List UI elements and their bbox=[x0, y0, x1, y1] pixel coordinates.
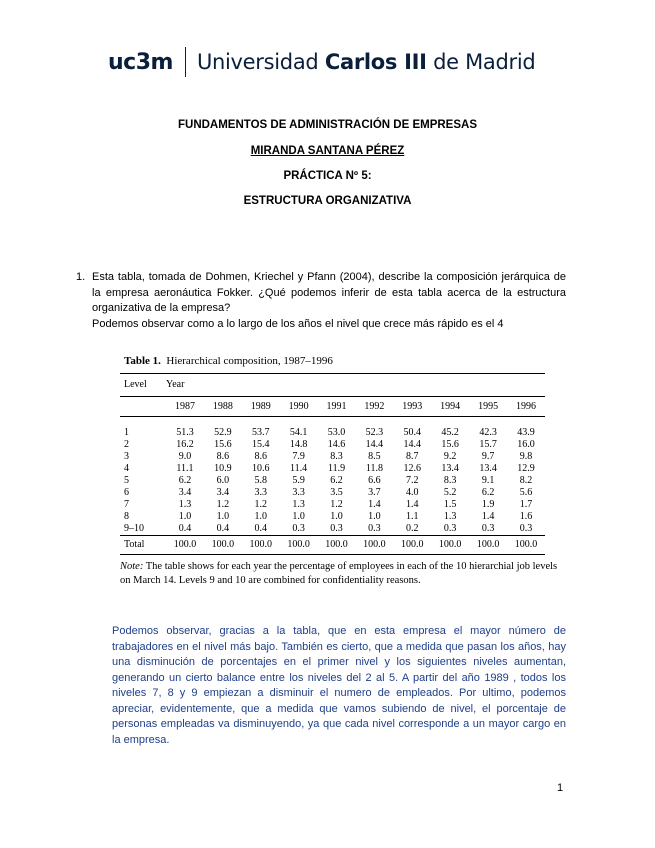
question-short-answer: Podemos observar como a lo largo de los años el nivel que crece más rápido es el 4 bbox=[92, 317, 504, 330]
year-column-header: Year bbox=[166, 374, 545, 397]
percentage-cell: 6.2 bbox=[481, 487, 495, 498]
table-row bbox=[120, 511, 545, 523]
total-cell: 100.0 bbox=[242, 536, 280, 555]
percentage-cell: 0.2 bbox=[406, 523, 419, 534]
percentage-cell: 15.6 bbox=[214, 439, 232, 450]
percentage-cell: 9.2 bbox=[443, 451, 457, 462]
percentage-cell: 6.2 bbox=[178, 475, 192, 486]
percentage-cell: 10.9 bbox=[214, 463, 232, 474]
note-label: Note: bbox=[120, 561, 144, 572]
table-note bbox=[120, 560, 564, 588]
percentage-cell: 53.7 bbox=[251, 427, 270, 438]
percentage-cell: 1.7 bbox=[519, 499, 533, 510]
percentage-cell: 0.3 bbox=[519, 523, 533, 534]
analysis-paragraph: Podemos observar, gracias a la tabla, que en esta empresa el mayor número de trabajadores en el nivel más bajo. También es cierto, que a medida que pasan los años, hay una disminución de porcentajes en el primer nivel y los siguientes niveles aumentan, generando un cierto balance entre los niveles del 2 al 5. A partir del año 1989 , todos los niveles 7, 8 y 9 empiezan a disminuir el numero de empleados. Por ultimo, podemos apreciar, evidentemente, que a medida que vamos subiendo de nivel, el porcentaje de personas empleadas va disminuyendo, ya que cada nivel corresponde a un mayor cargo en la empresa. bbox=[112, 625, 566, 746]
percentage-cell: 14.6 bbox=[327, 439, 346, 450]
percentage-cell: 11.8 bbox=[365, 463, 383, 474]
percentage-cell: 8.3 bbox=[330, 451, 343, 462]
table-row bbox=[120, 451, 545, 463]
percentage-cell: 9.1 bbox=[481, 475, 495, 486]
question-1 bbox=[76, 270, 566, 332]
percentage-cell: 1.2 bbox=[254, 499, 267, 510]
logo-wordmark bbox=[197, 50, 535, 74]
table-row bbox=[120, 439, 545, 451]
percentage-cell: 0.3 bbox=[330, 523, 343, 534]
year-header: 1987 bbox=[166, 397, 204, 417]
year-header: 1990 bbox=[280, 397, 318, 417]
percentage-cell: 11.4 bbox=[290, 463, 308, 474]
percentage-cell: 14.8 bbox=[289, 439, 308, 450]
level-column-header: Level bbox=[120, 374, 166, 397]
percentage-cell: 54.1 bbox=[289, 427, 308, 438]
percentage-cell: 0.3 bbox=[443, 523, 457, 534]
percentage-cell: 3.4 bbox=[216, 487, 230, 498]
table-title-label: Table 1. bbox=[124, 355, 161, 367]
level-cell: 8 bbox=[124, 511, 129, 522]
year-header: 1994 bbox=[431, 397, 469, 417]
table-row bbox=[120, 417, 545, 440]
percentage-cell: 1.0 bbox=[216, 511, 230, 522]
year-row-spacer bbox=[120, 397, 166, 417]
practice-topic: ESTRUCTURA ORGANIZATIVA bbox=[243, 195, 412, 207]
percentage-cell: 5.9 bbox=[292, 475, 305, 486]
percentage-cell: 1.3 bbox=[443, 511, 457, 522]
table-header-row bbox=[120, 374, 545, 397]
level-cell: 5 bbox=[124, 475, 129, 486]
percentage-cell: 1.9 bbox=[481, 499, 495, 510]
percentage-cell: 51.3 bbox=[176, 427, 194, 438]
percentage-cell: 3.5 bbox=[330, 487, 343, 498]
percentage-cell: 16.2 bbox=[176, 439, 194, 450]
table-title bbox=[124, 355, 545, 367]
percentage-cell: 8.6 bbox=[254, 451, 267, 462]
table-title-text: Hierarchical composition, 1987–1996 bbox=[166, 355, 333, 367]
author-name bbox=[0, 145, 655, 157]
page-number: 1 bbox=[557, 782, 564, 794]
percentage-cell: 16.0 bbox=[517, 439, 535, 450]
year-header: 1995 bbox=[469, 397, 507, 417]
level-cell: 1 bbox=[124, 427, 129, 438]
year-header: 1996 bbox=[507, 397, 545, 417]
percentage-cell: 1.0 bbox=[178, 511, 192, 522]
percentage-cell: 15.6 bbox=[441, 439, 459, 450]
percentage-cell: 0.4 bbox=[216, 523, 230, 534]
hierarchical-composition-table bbox=[120, 373, 545, 555]
percentage-cell: 1.3 bbox=[178, 499, 192, 510]
level-cell: 6 bbox=[124, 487, 129, 498]
percentage-cell: 42.3 bbox=[479, 427, 497, 438]
total-cell: 100.0 bbox=[507, 536, 545, 555]
percentage-cell: 50.4 bbox=[403, 427, 422, 438]
logo-divider bbox=[185, 47, 186, 77]
percentage-cell: 0.3 bbox=[292, 523, 305, 534]
percentage-cell: 0.4 bbox=[178, 523, 192, 534]
table-row bbox=[120, 487, 545, 499]
hierarchy-table-figure bbox=[120, 355, 558, 588]
percentage-cell: 45.2 bbox=[441, 427, 459, 438]
percentage-cell: 1.2 bbox=[216, 499, 230, 510]
practice-number: PRÁCTICA Nº 5: bbox=[283, 170, 372, 182]
table-row bbox=[120, 499, 545, 511]
percentage-cell: 12.6 bbox=[403, 463, 422, 474]
percentage-cell: 8.6 bbox=[216, 451, 230, 462]
percentage-cell: 8.7 bbox=[406, 451, 419, 462]
percentage-cell: 1.0 bbox=[368, 511, 381, 522]
total-cell: 100.0 bbox=[393, 536, 431, 555]
percentage-cell: 1.0 bbox=[254, 511, 267, 522]
percentage-cell: 3.3 bbox=[292, 487, 305, 498]
percentage-cell: 1.1 bbox=[406, 511, 419, 522]
percentage-cell: 1.0 bbox=[292, 511, 305, 522]
percentage-cell: 43.9 bbox=[517, 427, 535, 438]
total-cell: 100.0 bbox=[280, 536, 318, 555]
percentage-cell: 3.4 bbox=[178, 487, 192, 498]
percentage-cell: 11.1 bbox=[176, 463, 194, 474]
percentage-cell: 1.5 bbox=[443, 499, 457, 510]
percentage-cell: 1.0 bbox=[330, 511, 343, 522]
percentage-cell: 3.7 bbox=[368, 487, 381, 498]
percentage-cell: 15.7 bbox=[479, 439, 497, 450]
year-header: 1993 bbox=[393, 397, 431, 417]
percentage-cell: 13.4 bbox=[479, 463, 497, 474]
percentage-cell: 53.0 bbox=[327, 427, 346, 438]
percentage-cell: 14.4 bbox=[365, 439, 384, 450]
total-cell: 100.0 bbox=[355, 536, 393, 555]
year-row bbox=[120, 397, 545, 417]
level-cell: 9–10 bbox=[124, 523, 144, 534]
level-cell: 4 bbox=[124, 463, 129, 474]
percentage-cell: 15.4 bbox=[251, 439, 270, 450]
percentage-cell: 5.2 bbox=[443, 487, 457, 498]
logo-prefix: Universidad bbox=[196, 50, 319, 74]
question-number: 1. bbox=[76, 271, 86, 283]
percentage-cell: 0.4 bbox=[254, 523, 267, 534]
year-header: 1991 bbox=[318, 397, 356, 417]
percentage-cell: 1.4 bbox=[481, 511, 495, 522]
percentage-cell: 4.0 bbox=[406, 487, 419, 498]
percentage-cell: 1.4 bbox=[406, 499, 419, 510]
percentage-cell: 9.8 bbox=[519, 451, 533, 462]
percentage-cell: 0.3 bbox=[481, 523, 495, 534]
percentage-cell: 8.3 bbox=[443, 475, 457, 486]
percentage-cell: 52.3 bbox=[365, 427, 384, 438]
percentage-cell: 8.2 bbox=[519, 475, 533, 486]
percentage-cell: 52.9 bbox=[214, 427, 232, 438]
logo-mark: uc3m bbox=[108, 49, 173, 75]
author-name-text: MIRANDA SANTANA PÉREZ bbox=[250, 145, 405, 157]
total-cell: 100.0 bbox=[166, 536, 204, 555]
question-text: Esta tabla, tomada de Dohmen, Kriechel y Pfann (2004), describe la composición jerárquica de la empresa aeronáutica Fokker. ¿Qué podemos inferir de esta tabla acerca de la estructura organizativa de la empresa? bbox=[92, 271, 566, 314]
percentage-cell: 9.7 bbox=[481, 451, 495, 462]
percentage-cell: 8.5 bbox=[368, 451, 381, 462]
total-cell: 100.0 bbox=[318, 536, 356, 555]
year-header: 1989 bbox=[242, 397, 280, 417]
percentage-cell: 0.3 bbox=[368, 523, 381, 534]
logo-bold: Carlos III bbox=[324, 50, 427, 74]
percentage-cell: 7.9 bbox=[292, 451, 305, 462]
percentage-cell: 7.2 bbox=[406, 475, 419, 486]
university-logo bbox=[108, 44, 535, 80]
percentage-cell: 6.6 bbox=[368, 475, 381, 486]
total-cell: 100.0 bbox=[431, 536, 469, 555]
year-header: 1988 bbox=[204, 397, 242, 417]
percentage-cell: 5.8 bbox=[254, 475, 267, 486]
total-cell: 100.0 bbox=[469, 536, 507, 555]
table-row bbox=[120, 523, 545, 536]
table-row bbox=[120, 475, 545, 487]
year-header: 1992 bbox=[355, 397, 393, 417]
level-cell: 3 bbox=[124, 451, 129, 462]
total-cell: 100.0 bbox=[204, 536, 242, 555]
level-cell: 2 bbox=[124, 439, 129, 450]
level-cell: 7 bbox=[124, 499, 129, 510]
percentage-cell: 6.0 bbox=[216, 475, 230, 486]
percentage-cell: 3.3 bbox=[254, 487, 267, 498]
percentage-cell: 14.4 bbox=[403, 439, 422, 450]
percentage-cell: 6.2 bbox=[330, 475, 343, 486]
note-text: The table shows for each year the percentage of employees in each of the 10 hierarchial job levels on March 14. Levels 9 and 10 are combined for confidentiality reasons. bbox=[120, 561, 558, 586]
percentage-cell: 10.6 bbox=[251, 463, 270, 474]
percentage-cell: 1.3 bbox=[292, 499, 305, 510]
total-row bbox=[120, 536, 545, 555]
percentage-cell: 1.6 bbox=[519, 511, 533, 522]
percentage-cell: 5.6 bbox=[519, 487, 533, 498]
table-row bbox=[120, 463, 545, 475]
course-title: FUNDAMENTOS DE ADMINISTRACIÓN DE EMPRESAS bbox=[177, 119, 478, 131]
percentage-cell: 13.4 bbox=[441, 463, 459, 474]
percentage-cell: 1.4 bbox=[368, 499, 381, 510]
logo-suffix: de Madrid bbox=[433, 50, 536, 74]
percentage-cell: 12.9 bbox=[517, 463, 535, 474]
percentage-cell: 1.2 bbox=[330, 499, 343, 510]
percentage-cell: 9.0 bbox=[178, 451, 192, 462]
percentage-cell: 11.9 bbox=[327, 463, 346, 474]
total-label: Total bbox=[120, 536, 166, 555]
